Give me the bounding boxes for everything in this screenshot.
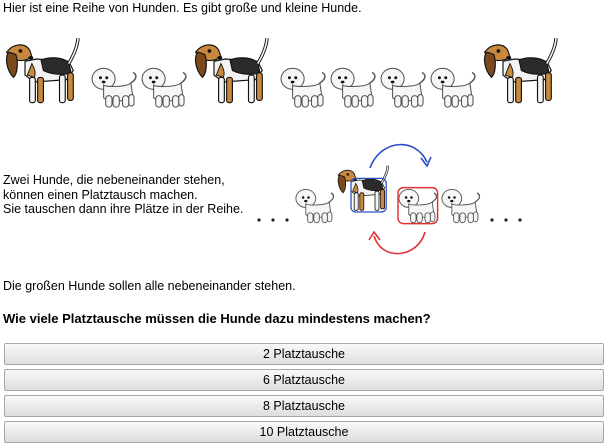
beagle-icon	[196, 38, 267, 102]
beagle-blue-outlined-icon	[338, 166, 388, 212]
pawprints-left-icon	[257, 218, 288, 221]
small-dog-icon	[442, 189, 480, 222]
swap-arrow-blue-icon	[370, 145, 427, 168]
beagle-icon	[7, 38, 78, 102]
pawprints-right-icon	[490, 218, 521, 221]
question-text: Wie viele Platztausche müssen die Hunde dazu mindestens machen?	[3, 311, 431, 326]
small-dog-icon	[281, 68, 325, 107]
answer-button-10[interactable]: 10 Platztausche	[4, 421, 604, 443]
swap-description-line-3: Sie tauschen dann ihre Plätze in der Reihe.	[3, 202, 244, 217]
swap-description-line-2: können einen Platztausch machen.	[3, 187, 198, 202]
swap-description-line-1: Zwei Hunde, die nebeneinander stehen,	[3, 173, 225, 187]
beagle-icon	[485, 38, 556, 102]
small-dog-icon	[296, 189, 334, 222]
small-dog-red-outlined-icon	[398, 188, 438, 224]
answer-button-2[interactable]: 2 Platztausche	[4, 343, 604, 365]
swap-description	[3, 173, 243, 217]
answer-button-6[interactable]: 6 Platztausche	[4, 369, 604, 391]
swap-illustration	[250, 136, 540, 266]
swap-arrow-red-icon	[374, 232, 425, 254]
small-dog-icon	[381, 68, 425, 107]
answer-options	[4, 343, 604, 447]
goal-text: Die großen Hunde sollen alle nebeneinander stehen.	[3, 279, 296, 293]
small-dog-icon	[431, 68, 475, 107]
dog-row-illustration	[0, 32, 607, 122]
dog-row-svg	[0, 32, 607, 122]
small-dog-icon	[331, 68, 375, 107]
intro-text: Hier ist eine Reihe von Hunden. Es gibt große und kleine Hunde.	[3, 1, 362, 15]
small-dog-icon	[92, 68, 136, 107]
small-dog-icon	[142, 68, 186, 107]
swap-illustration-svg	[250, 136, 540, 266]
answer-button-8[interactable]: 8 Platztausche	[4, 395, 604, 417]
